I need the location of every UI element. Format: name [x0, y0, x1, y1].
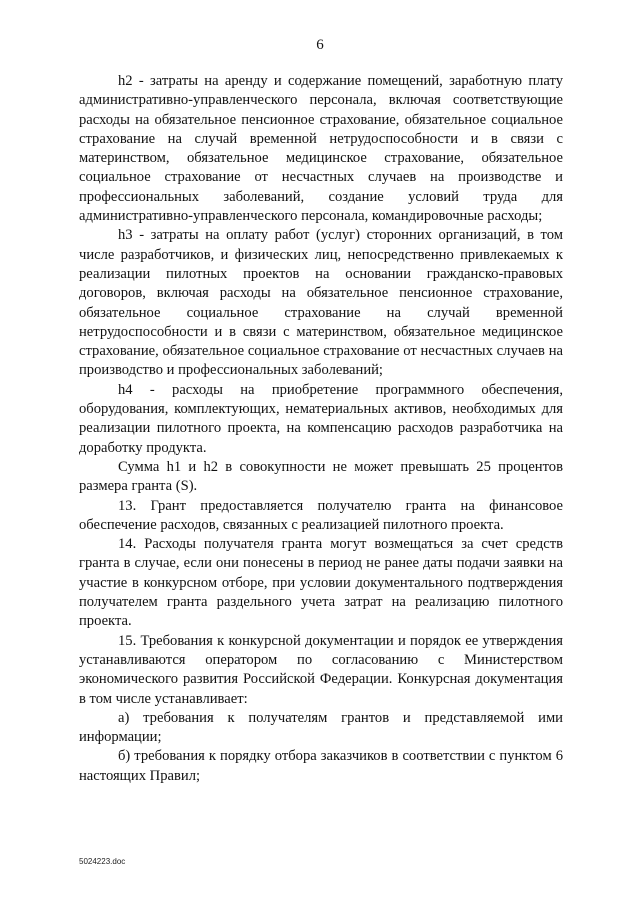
paragraph-h4: h4 - расходы на приобретение программного обеспечения, оборудования, комплектующих, нематериальных активов, необходимых для реализации пилотного проекта, на компенсацию расходов разработчика на доработку продукта. — [79, 381, 563, 456]
paragraph-14: 14. Расходы получателя гранта могут возмещаться за счет средств гранта в случае, если они понесены в период не ранее даты подачи заявки на участие в конкурсном отборе, при условии документального подтверждения получателем гранта раздельного учета затрат на реализацию пилотного проекта. — [79, 536, 563, 630]
paragraph-15b: б) требования к порядку отбора заказчиков в соответствии с пунктом 6 настоящих Правил; — [79, 748, 563, 784]
page-number: 6 — [316, 37, 324, 53]
paragraph-13: 13. Грант предоставляется получателю гранта на финансовое обеспечение расходов, связанных с реализацией пилотного проекта. — [79, 497, 563, 533]
paragraph-15a: а) требования к получателям грантов и представляемой ими информации; — [79, 709, 563, 746]
document-code: 5024223.doc — [79, 857, 126, 866]
paragraph-15: 15. Требования к конкурсной документации и порядок ее утверждения устанавливаются оператором по согласованию с Министерством экономического развития Российской Федерации. Конкурсная документация в том числе устанавливает: — [79, 632, 563, 707]
paragraph-sum-limit: Сумма h1 и h2 в совокупности не может превышать 25 процентов размера гранта (S). — [79, 458, 563, 495]
body-text — [79, 72, 563, 786]
paragraph-h2: h2 - затраты на аренду и содержание помещений, заработную плату административно-управленческого персонала, включая соответствующие расходы на обязательное пенсионное страхование, обязательное социальное страхование на случай временной нетрудоспособности и в связи с материнством, обязательное медицинское страхование, обязательное социальное страхование от несчастных случаев на производстве и профессиональных заболеваний, создание условий труда для административно-управленческого персонала, командировочные расходы; — [79, 73, 563, 225]
paragraph-h3: h3 - затраты на оплату работ (услуг) сторонних организаций, в том числе разработчиков, и физических лиц, непосредственно привлекаемых к реализации пилотных проектов на основании гражданско-правовых договоров, включая расходы на обязательное пенсионное страхование, обязательное социальное страхование на случай временной нетрудоспособности и в связи с материнством, обязательное медицинское страхование, обязательное социальное страхование от несчастных случаев на производство и профессиональных заболеваний; — [79, 227, 563, 379]
